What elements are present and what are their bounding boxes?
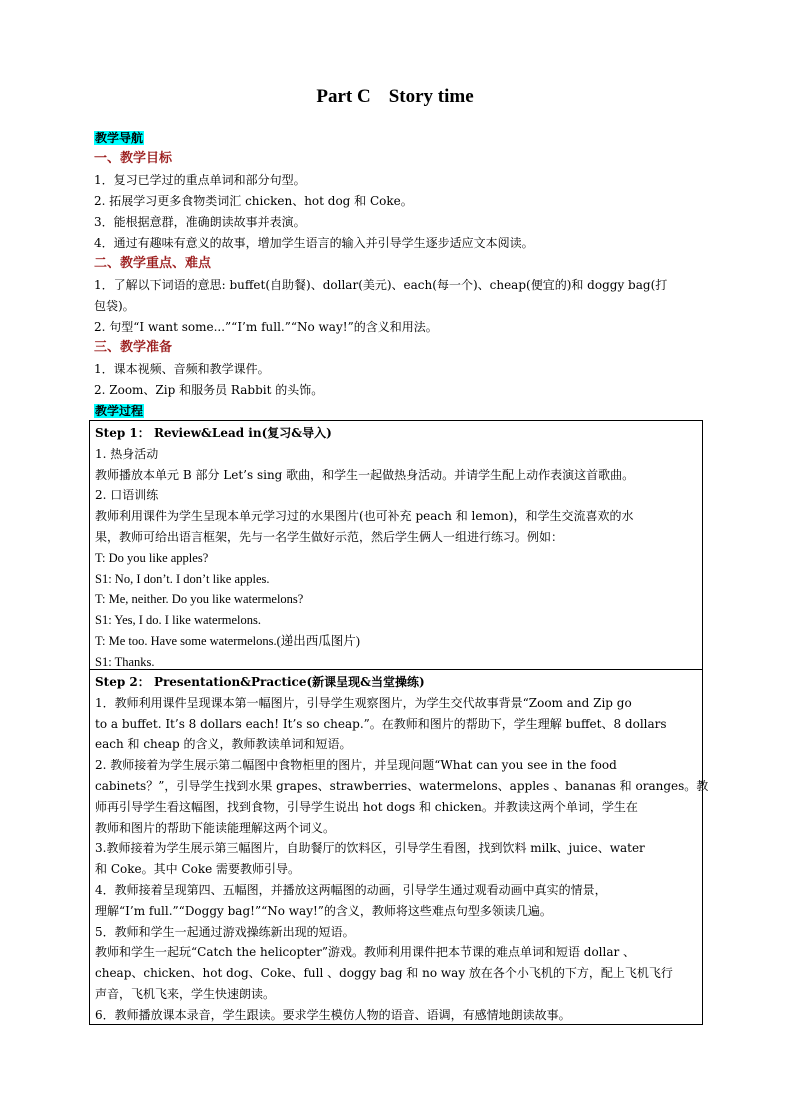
- step1-line: 果，教师可给出语言框架，先与一名学生做好示范，然后学生俩人一组进行练习。例如：: [95, 529, 564, 544]
- section-goals-title: 一、教学目标: [94, 151, 173, 166]
- goal-item: 3．能根据意群，准确朗读故事并表演。: [94, 215, 306, 229]
- step1-content: [95, 423, 697, 673]
- step1-title: Step 1： Review&Lead in(复习&导入): [95, 426, 332, 440]
- step1-line: 2. 口语训练: [95, 488, 159, 503]
- process-table: [89, 420, 709, 1025]
- step2-line: 5．教师和学生一起通过游戏操练新出现的短语。: [95, 924, 355, 939]
- guide-heading: 教学导航: [95, 131, 144, 145]
- step2-title: Step 2： Presentation&Practice(新课呈现&当堂操练): [95, 675, 425, 689]
- step2-line: 4．教师接着呈现第四、五幅图，并播放这两幅图的动画，引导学生通过观看动画中真实的情景，: [95, 882, 607, 897]
- step2-line: 6．教师播放课本录音，学生跟读。要求学生模仿人物的语音、语调，有感情地朗读故事。: [95, 1007, 571, 1022]
- page-title: [0, 86, 790, 108]
- step2-line: each 和 cheap 的含义，教师教读单词和短语。: [95, 737, 352, 752]
- goal-item: 4．通过有趣味有意义的故事，增加学生语言的输入并引导学生逐步适应文本阅读。: [94, 236, 534, 250]
- step2-line: to a buffet. It’s 8 dollars each! It’s so cheap.”。在教师和图片的帮助下，学生理解 buffet、8 dollars: [95, 716, 667, 731]
- step2-line: 和 Coke。其中 Coke 需要教师引导。: [95, 862, 301, 877]
- step1-cell: [90, 421, 703, 670]
- prep-item: 2. Zoom、Zip 和服务员 Rabbit 的头饰。: [94, 383, 324, 397]
- step1-line: 教师利用课件为学生呈现本单元学习过的水果图片(也可补充 peach 和 lemon)，和学生交流喜欢的水: [95, 509, 634, 524]
- section-prep-title: 三、教学准备: [94, 340, 173, 355]
- dialogue-line: S1: Yes, I do. I like watermelons.: [95, 613, 261, 628]
- step2-line: cheap、chicken、hot dog、Coke、full 、doggy bag 和 no way 放在各个小飞机的下方，配上飞机飞行: [95, 966, 673, 981]
- step1-row: [90, 421, 703, 670]
- dialogue-line: S1: No, I don’t. I don’t like apples.: [95, 571, 270, 586]
- process-heading: 教学过程: [95, 404, 144, 418]
- step2-line: 2. 教师接着为学生展示第二幅图中食物柜里的图片，并呈现问题“What can you see in the food: [95, 758, 617, 773]
- step2-line: 声音，飞机飞来，学生快速朗读。: [95, 986, 276, 1001]
- step2-line: cabinets？”，引导学生找到水果 grapes、strawberries、watermelons、apples 、bananas 和 oranges。教: [95, 778, 709, 793]
- dialogue-line: T: Me, neither. Do you like watermelons?: [95, 592, 304, 607]
- title-part: Part C: [316, 86, 371, 107]
- step2-line: 师再引导学生看这幅图，找到食物，引导学生说出 hot dogs 和 chicken。并教读这两个单词，学生在: [95, 799, 638, 814]
- title-name: Story time: [388, 86, 474, 107]
- goal-item: 2. 拓展学习更多食物类词汇 chicken、hot dog 和 Coke。: [94, 194, 413, 208]
- step2-line: 教师和图片的帮助下能读能理解这两个词义。: [95, 820, 336, 835]
- step2-row: [90, 670, 703, 1025]
- dialogue-line: T: Do you like apples?: [95, 550, 209, 565]
- step2-cell: [90, 670, 709, 1025]
- step2-line: 教师和学生一起玩“Catch the helicopter”游戏。教师利用课件把本节课的难点单词和短语 dollar 、: [95, 945, 636, 960]
- keypoint-item: 包袋)。: [94, 299, 135, 313]
- keypoint-item: 1．了解以下词语的意思: buffet(自助餐)、dollar(美元)、each(每一个)、cheap(便宜的)和 doggy bag(打: [94, 278, 668, 292]
- step1-line: 1. 热身活动: [95, 446, 159, 461]
- section-keypoints-title: 二、教学重点、难点: [94, 256, 212, 271]
- step2-content: [95, 672, 709, 1026]
- step2-line: 3.教师接着为学生展示第三幅图片，自助餐厅的饮料区，引导学生看图，找到饮料 milk、juice、water: [95, 841, 645, 856]
- step2-line: 理解“I’m full.”“Doggy bag!”“No way!”的含义，教师将这些难点句型多领读几遍。: [95, 903, 552, 918]
- keypoint-item: 2. 句型“I want some...”“I’m full.”“No way!”的含义和用法。: [94, 320, 438, 334]
- goal-item: 1．复习已学过的重点单词和部分句型。: [94, 173, 306, 187]
- prep-item: 1．课本视频、音频和教学课件。: [94, 362, 270, 376]
- dialogue-line: T: Me too. Have some watermelons.(递出西瓜图片): [95, 633, 360, 648]
- dialogue-line: S1: Thanks.: [95, 654, 155, 669]
- step2-line: 1．教师利用课件呈现课本第一幅图片，引导学生观察图片，为学生交代故事背景“Zoom and Zip go: [95, 695, 632, 710]
- step1-line: 教师播放本单元 B 部分 Let’s sing 歌曲，和学生一起做热身活动。并请学生配上动作表演这首歌曲。: [95, 467, 635, 482]
